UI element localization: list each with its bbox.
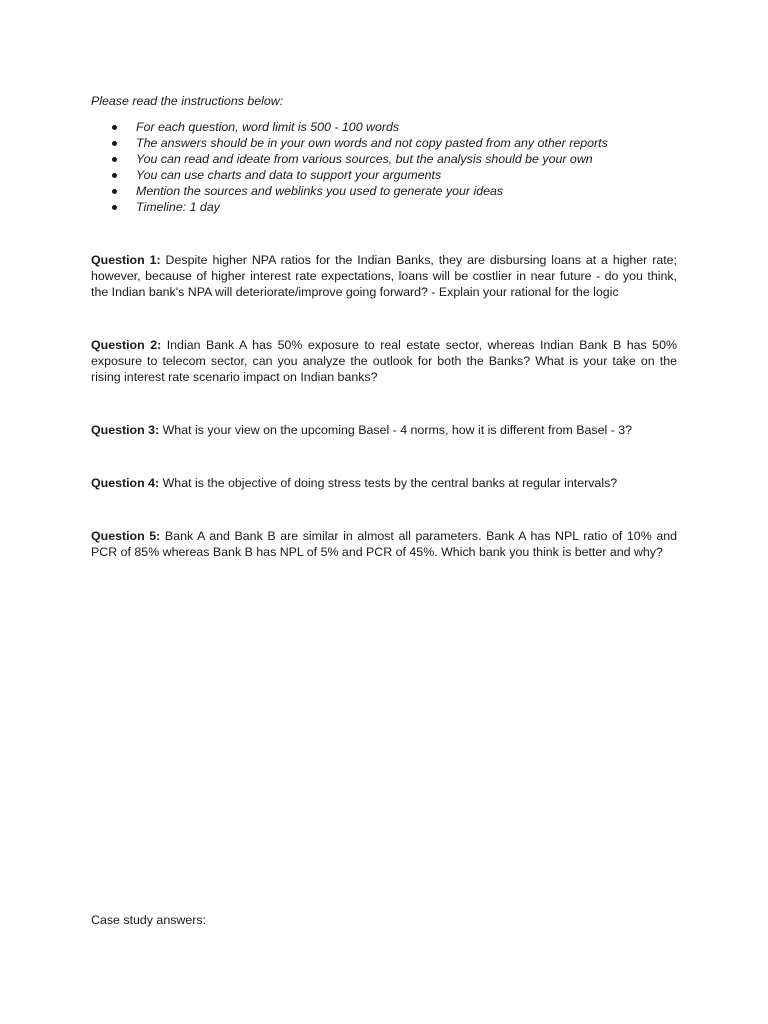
question-label: Question 2: [91,338,162,352]
bullet-icon [112,125,117,130]
question-label: Question 3: [91,423,160,437]
question-text: What is the objective of doing stress tests by the central banks at regular intervals? [162,476,618,490]
instruction-text: You can use charts and data to support your arguments [136,168,442,182]
question-3 [91,422,677,438]
bullet-icon [112,157,117,162]
bullet-icon [112,173,117,178]
question-label: Question 1: [91,253,161,267]
question-1 [91,252,677,300]
question-label: Question 4: [91,476,160,490]
question-text: What is your view on the upcoming Basel - 4 norms, how it is different from Basel - 3? [162,423,633,437]
question-text: Indian Bank A has 50% exposure to real estate sector, whereas Indian Bank B has 50% exposure to telecom sector, can you analyze the outlook for both the Banks? What is your take on the rising interest rate scenario impact on Indian banks? [91,338,677,384]
question-label: Question 5: [91,529,161,543]
bullet-icon [112,205,117,210]
instruction-text: Timeline: 1 day [136,200,220,214]
question-5 [91,528,677,560]
answers-heading: Case study answers: [91,913,207,927]
instructions-heading: Please read the instructions below: [91,94,284,108]
question-2 [91,337,677,385]
instruction-text: Mention the sources and weblinks you used to generate your ideas [136,184,504,198]
instruction-text: You can read and ideate from various sources, but the analysis should be your own [136,152,593,166]
question-text: Bank A and Bank B are similar in almost all parameters. Bank A has NPL ratio of 10% and PCR of 85% whereas Bank B has NPL of 5% and PCR of 45%. Which bank you think is better and why? [91,529,677,559]
bullet-icon [112,141,117,146]
question-text: Despite higher NPA ratios for the Indian Banks, they are disbursing loans at a higher rate; however, because of higher interest rate expectations, loans will be costlier in near future - do you think, the Indian bank's NPA will deteriorate/improve going forward? - Explain your rational for the logic [91,253,678,299]
instruction-text: The answers should be in your own words and not copy pasted from any other reports [136,136,608,150]
instruction-text: For each question, word limit is 500 - 100 words [136,120,400,134]
question-4 [91,475,677,491]
bullet-icon [112,189,117,194]
